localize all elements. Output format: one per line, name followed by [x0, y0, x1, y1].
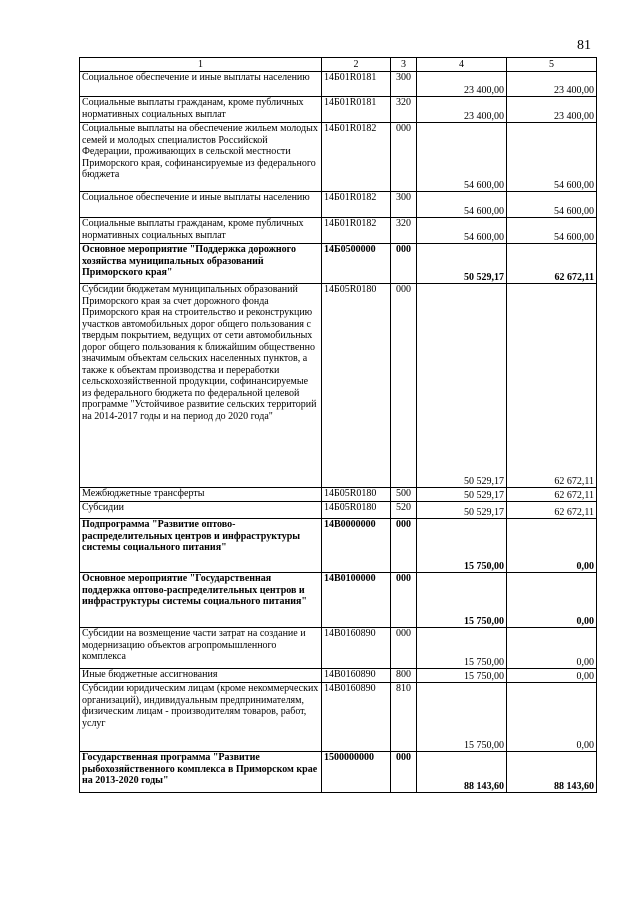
row-type-cell: 320 [391, 97, 417, 123]
row-amount-2018-cell: 23 400,00 [507, 72, 597, 97]
header-cell-2: 2 [322, 58, 391, 72]
row-code-cell: 14Б01R0182 [322, 123, 391, 192]
table-row [80, 244, 597, 284]
row-amount-2017-cell: 54 600,00 [417, 123, 507, 192]
row-type-cell: 000 [391, 244, 417, 284]
row-code-cell: 14В0160890 [322, 683, 391, 752]
row-name-cell: Межбюджетные трансферты [80, 488, 322, 502]
row-amount-2018-cell: 62 672,11 [507, 244, 597, 284]
row-name-cell: Иные бюджетные ассигнования [80, 669, 322, 683]
header-cell-1: 1 [80, 58, 322, 72]
row-amount-2018-cell: 0,00 [507, 669, 597, 683]
row-amount-2017-cell: 15 750,00 [417, 573, 507, 628]
row-amount-2018-cell: 0,00 [507, 683, 597, 752]
page-number: 81 [577, 38, 591, 53]
row-amount-2017-cell: 15 750,00 [417, 669, 507, 683]
row-name-cell: Государственная программа "Развитие рыбохозяйственного комплекса в Приморском крае на 2013-2020 годы" [80, 752, 322, 793]
row-type-cell: 000 [391, 573, 417, 628]
row-amount-2017-cell: 50 529,17 [417, 488, 507, 502]
row-amount-2018-cell: 88 143,60 [507, 752, 597, 793]
row-type-cell: 320 [391, 218, 417, 244]
row-name-cell: Подпрограмма "Развитие оптово-распределительных центров и инфраструктуры системы социального питания" [80, 519, 322, 573]
table-row [80, 218, 597, 244]
table-row [80, 192, 597, 218]
row-amount-2017-cell: 50 529,17 [417, 284, 507, 488]
header-cell-4: 4 [417, 58, 507, 72]
row-amount-2017-cell: 54 600,00 [417, 192, 507, 218]
row-name-cell: Субсидии юридическим лицам (кроме некоммерческих организаций), индивидуальным предпринимателям, физическим лицам - производителям товаров, работ, услуг [80, 683, 322, 752]
row-amount-2018-cell: 62 672,11 [507, 502, 597, 519]
row-amount-2017-cell: 88 143,60 [417, 752, 507, 793]
row-type-cell: 520 [391, 502, 417, 519]
row-type-cell: 300 [391, 192, 417, 218]
row-amount-2017-cell: 15 750,00 [417, 683, 507, 752]
row-code-cell: 14Б05R0180 [322, 488, 391, 502]
row-name-cell: Субсидии [80, 502, 322, 519]
table-row [80, 488, 597, 502]
table-row [80, 683, 597, 752]
row-code-cell: 14Б05R0180 [322, 502, 391, 519]
row-code-cell: 14В0160890 [322, 628, 391, 669]
row-type-cell: 000 [391, 284, 417, 488]
row-name-cell: Субсидии бюджетам муниципальных образований Приморского края за счет дорожного фонда Приморского края на строительство и реконструкцию участков автомобильных дорог общего пользования с твердым покрытием, ведущих от сети автомобильных дорог общего пользования к ближайшим общественно значимым объектам сельских населенных пунктов, а также к объектам производства и переработки сельскохозяйственной продукции, софинансируемые из федерального бюджета по федеральной целевой программе "Устойчивое развитие сельских территорий на 2014-2017 годы и на период до 2020 года" [80, 284, 322, 488]
row-code-cell: 14В0100000 [322, 573, 391, 628]
row-code-cell: 14Б01R0181 [322, 72, 391, 97]
table-row [80, 752, 597, 793]
row-name-cell: Социальное обеспечение и иные выплаты населению [80, 72, 322, 97]
row-amount-2017-cell: 50 529,17 [417, 502, 507, 519]
table-row [80, 502, 597, 519]
table-row [80, 97, 597, 123]
row-amount-2018-cell: 0,00 [507, 573, 597, 628]
row-type-cell: 000 [391, 752, 417, 793]
row-amount-2018-cell: 0,00 [507, 628, 597, 669]
row-amount-2017-cell: 54 600,00 [417, 218, 507, 244]
row-name-cell: Социальные выплаты гражданам, кроме публичных нормативных социальных выплат [80, 97, 322, 123]
row-code-cell: 14Б05R0180 [322, 284, 391, 488]
table-row [80, 669, 597, 683]
row-code-cell: 1500000000 [322, 752, 391, 793]
table-row [80, 519, 597, 573]
row-amount-2017-cell: 23 400,00 [417, 97, 507, 123]
row-name-cell: Основное мероприятие "Государственная поддержка оптово-распределительных центров и инфраструктуры системы социального питания" [80, 573, 322, 628]
row-amount-2018-cell: 23 400,00 [507, 97, 597, 123]
row-name-cell: Основное мероприятие "Поддержка дорожного хозяйства муниципальных образований Приморского края" [80, 244, 322, 284]
table-row [80, 72, 597, 97]
row-amount-2018-cell: 54 600,00 [507, 218, 597, 244]
header-cell-5: 5 [507, 58, 597, 72]
row-type-cell: 000 [391, 519, 417, 573]
row-amount-2018-cell: 54 600,00 [507, 123, 597, 192]
row-type-cell: 000 [391, 628, 417, 669]
row-code-cell: 14Б01R0182 [322, 192, 391, 218]
table-row [80, 628, 597, 669]
row-type-cell: 300 [391, 72, 417, 97]
table-body [80, 72, 597, 793]
row-type-cell: 810 [391, 683, 417, 752]
row-type-cell: 000 [391, 123, 417, 192]
row-name-cell: Социальные выплаты на обеспечение жильем молодых семей и молодых специалистов Российской Федерации, проживающих в сельской местности Приморского края, софинансируемые из федерального бюджета [80, 123, 322, 192]
row-amount-2018-cell: 62 672,11 [507, 488, 597, 502]
row-amount-2017-cell: 15 750,00 [417, 628, 507, 669]
table-row [80, 573, 597, 628]
row-name-cell: Социальное обеспечение и иные выплаты населению [80, 192, 322, 218]
budget-table [79, 57, 597, 793]
row-amount-2017-cell: 15 750,00 [417, 519, 507, 573]
row-code-cell: 14Б01R0182 [322, 218, 391, 244]
row-amount-2018-cell: 54 600,00 [507, 192, 597, 218]
row-amount-2017-cell: 23 400,00 [417, 72, 507, 97]
row-code-cell: 14В0000000 [322, 519, 391, 573]
table-header [80, 58, 597, 72]
row-code-cell: 14Б01R0181 [322, 97, 391, 123]
row-code-cell: 14В0160890 [322, 669, 391, 683]
header-cell-3: 3 [391, 58, 417, 72]
row-amount-2018-cell: 0,00 [507, 519, 597, 573]
row-type-cell: 800 [391, 669, 417, 683]
table-row [80, 123, 597, 192]
table-row [80, 284, 597, 488]
row-code-cell: 14Б0500000 [322, 244, 391, 284]
row-name-cell: Субсидии на возмещение части затрат на создание и модернизацию объектов агропромышленного комплекса [80, 628, 322, 669]
row-amount-2017-cell: 50 529,17 [417, 244, 507, 284]
row-type-cell: 500 [391, 488, 417, 502]
header-row [80, 58, 597, 72]
row-name-cell: Социальные выплаты гражданам, кроме публичных нормативных социальных выплат [80, 218, 322, 244]
row-amount-2018-cell: 62 672,11 [507, 284, 597, 488]
